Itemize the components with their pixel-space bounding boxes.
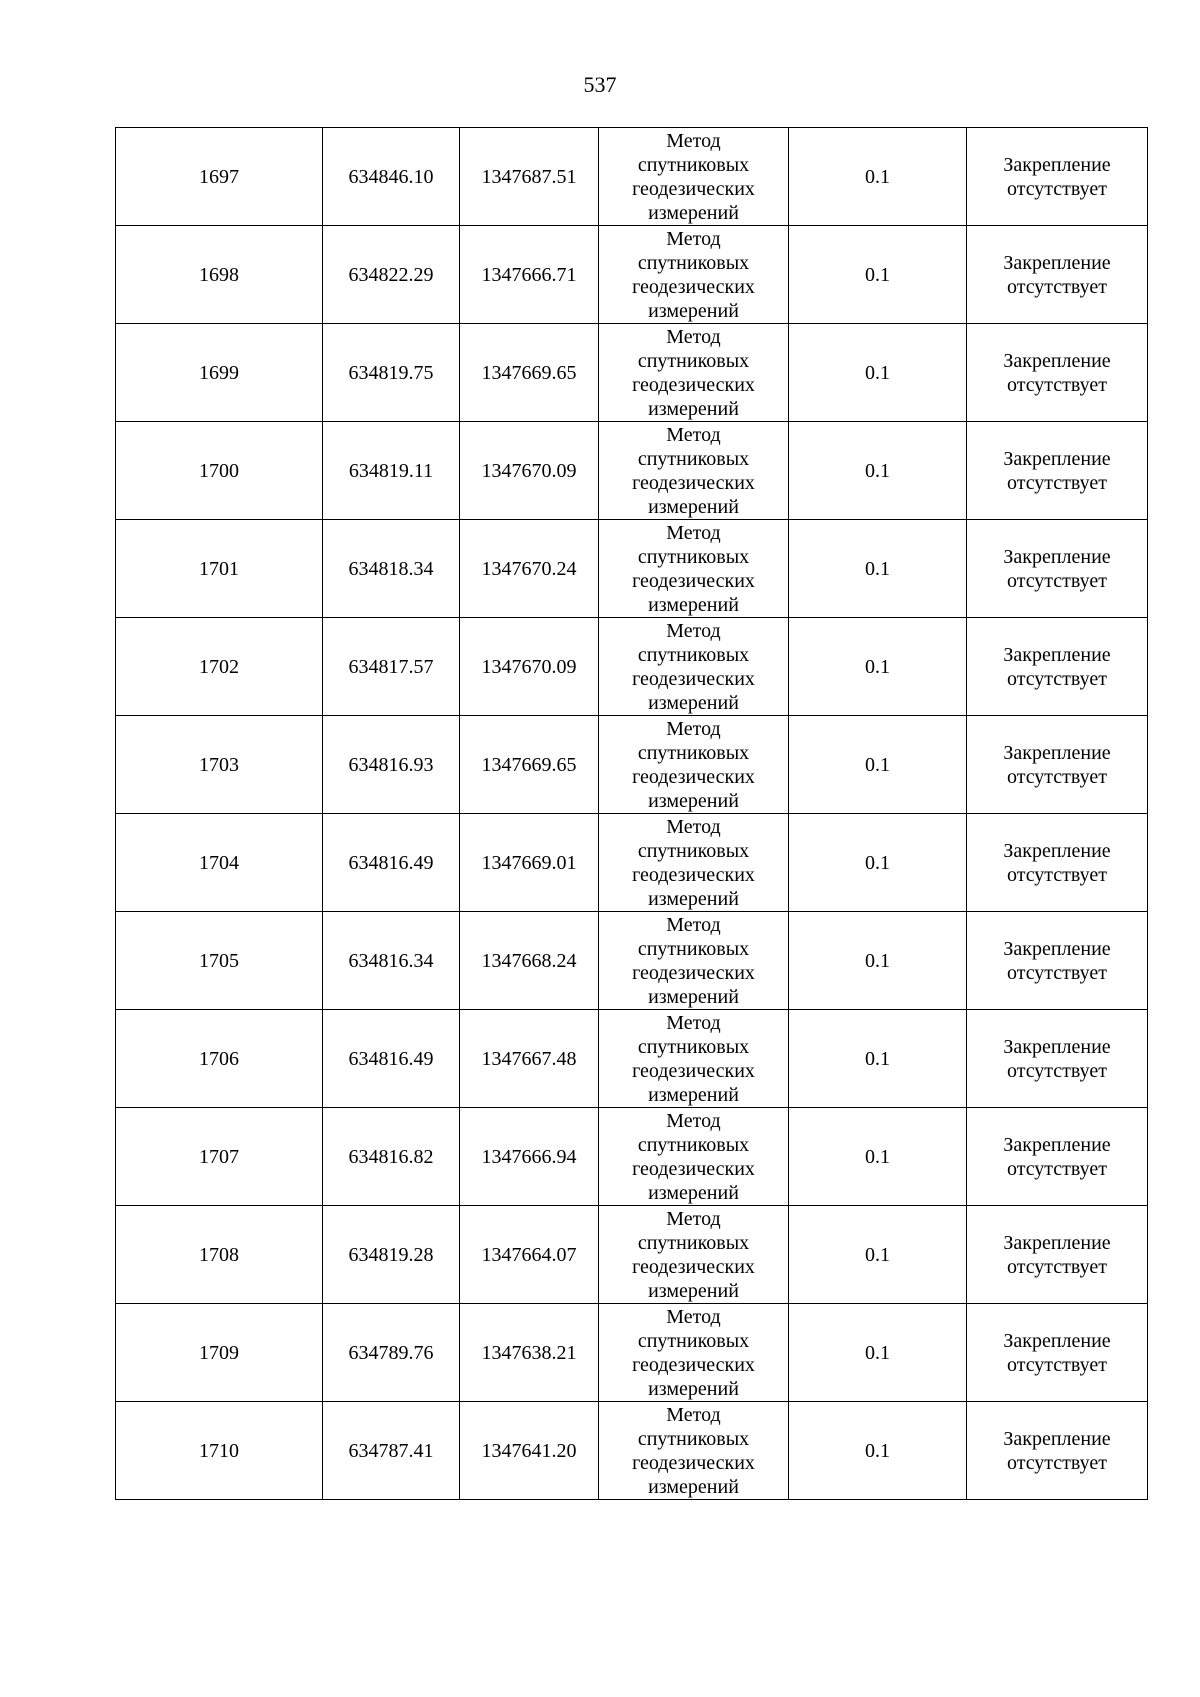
method-line: Метод xyxy=(666,619,721,642)
fixing-line: отсутствует xyxy=(1006,177,1108,200)
point-number-cell: 1701 xyxy=(116,520,323,618)
accuracy-cell: 0.1 xyxy=(789,324,967,422)
method-line: спутниковых xyxy=(637,447,750,470)
method-line: геодезических xyxy=(632,177,755,200)
method-line: измерений xyxy=(648,1475,739,1498)
method-line: геодезических xyxy=(632,1059,755,1082)
x-coordinate-cell: 634817.57 xyxy=(323,618,460,716)
method-line: геодезических xyxy=(632,961,755,984)
fixing-line: отсутствует xyxy=(1006,275,1108,298)
x-coordinate-cell: 634822.29 xyxy=(323,226,460,324)
method-line: измерений xyxy=(648,1377,739,1400)
method-line: геодезических xyxy=(632,275,755,298)
fixing-cell xyxy=(967,520,1148,618)
x-coordinate-cell: 634816.49 xyxy=(323,1010,460,1108)
method-cell xyxy=(599,618,789,716)
fixing-cell xyxy=(967,128,1148,226)
accuracy-cell: 0.1 xyxy=(789,618,967,716)
method-line: спутниковых xyxy=(637,1133,750,1156)
method-cell xyxy=(599,1304,789,1402)
method-line: спутниковых xyxy=(637,741,750,764)
x-coordinate-cell: 634819.11 xyxy=(323,422,460,520)
method-line: измерений xyxy=(648,1181,739,1204)
method-line: геодезических xyxy=(632,373,755,396)
point-number-cell: 1710 xyxy=(116,1402,323,1500)
fixing-line: отсутствует xyxy=(1006,373,1108,396)
method-line: геодезических xyxy=(632,569,755,592)
accuracy-cell: 0.1 xyxy=(789,128,967,226)
method-line: Метод xyxy=(666,325,721,348)
x-coordinate-cell: 634816.93 xyxy=(323,716,460,814)
table-row xyxy=(116,226,1148,324)
method-line: спутниковых xyxy=(637,643,750,666)
point-number-cell: 1702 xyxy=(116,618,323,716)
method-line: Метод xyxy=(666,913,721,936)
method-line: спутниковых xyxy=(637,349,750,372)
table-row xyxy=(116,1304,1148,1402)
method-cell xyxy=(599,324,789,422)
coordinates-table xyxy=(115,127,1148,1500)
method-line: геодезических xyxy=(632,765,755,788)
y-coordinate-cell: 1347670.24 xyxy=(460,520,599,618)
fixing-line: Закрепление xyxy=(1003,1035,1111,1058)
point-number-cell: 1709 xyxy=(116,1304,323,1402)
fixing-cell xyxy=(967,716,1148,814)
fixing-line: отсутствует xyxy=(1006,667,1108,690)
method-line: спутниковых xyxy=(637,839,750,862)
fixing-cell xyxy=(967,324,1148,422)
fixing-line: Закрепление xyxy=(1003,349,1111,372)
point-number-cell: 1704 xyxy=(116,814,323,912)
method-cell xyxy=(599,814,789,912)
point-number-cell: 1706 xyxy=(116,1010,323,1108)
table-row xyxy=(116,324,1148,422)
x-coordinate-cell: 634846.10 xyxy=(323,128,460,226)
method-line: измерений xyxy=(648,495,739,518)
x-coordinate-cell: 634816.82 xyxy=(323,1108,460,1206)
y-coordinate-cell: 1347666.71 xyxy=(460,226,599,324)
method-line: геодезических xyxy=(632,667,755,690)
x-coordinate-cell: 634816.49 xyxy=(323,814,460,912)
fixing-line: отсутствует xyxy=(1006,1451,1108,1474)
accuracy-cell: 0.1 xyxy=(789,422,967,520)
method-line: Метод xyxy=(666,227,721,250)
method-line: измерений xyxy=(648,1083,739,1106)
y-coordinate-cell: 1347664.07 xyxy=(460,1206,599,1304)
y-coordinate-cell: 1347666.94 xyxy=(460,1108,599,1206)
fixing-line: отсутствует xyxy=(1006,863,1108,886)
point-number-cell: 1703 xyxy=(116,716,323,814)
fixing-cell xyxy=(967,422,1148,520)
point-number-cell: 1699 xyxy=(116,324,323,422)
x-coordinate-cell: 634819.28 xyxy=(323,1206,460,1304)
y-coordinate-cell: 1347667.48 xyxy=(460,1010,599,1108)
y-coordinate-cell: 1347670.09 xyxy=(460,618,599,716)
method-cell xyxy=(599,912,789,1010)
method-line: спутниковых xyxy=(637,1329,750,1352)
fixing-cell xyxy=(967,618,1148,716)
fixing-line: Закрепление xyxy=(1003,1427,1111,1450)
y-coordinate-cell: 1347669.01 xyxy=(460,814,599,912)
x-coordinate-cell: 634787.41 xyxy=(323,1402,460,1500)
point-number-cell: 1700 xyxy=(116,422,323,520)
fixing-cell xyxy=(967,814,1148,912)
fixing-line: Закрепление xyxy=(1003,1329,1111,1352)
fixing-line: отсутствует xyxy=(1006,1255,1108,1278)
y-coordinate-cell: 1347668.24 xyxy=(460,912,599,1010)
method-line: геодезических xyxy=(632,1255,755,1278)
method-line: измерений xyxy=(648,789,739,812)
fixing-line: Закрепление xyxy=(1003,251,1111,274)
point-number-cell: 1705 xyxy=(116,912,323,1010)
method-cell xyxy=(599,422,789,520)
method-line: измерений xyxy=(648,887,739,910)
y-coordinate-cell: 1347638.21 xyxy=(460,1304,599,1402)
method-line: Метод xyxy=(666,815,721,838)
fixing-line: отсутствует xyxy=(1006,471,1108,494)
method-line: Метод xyxy=(666,1403,721,1426)
fixing-line: Закрепление xyxy=(1003,643,1111,666)
method-cell xyxy=(599,520,789,618)
fixing-cell xyxy=(967,1108,1148,1206)
fixing-line: отсутствует xyxy=(1006,569,1108,592)
method-line: Метод xyxy=(666,1207,721,1230)
fixing-line: Закрепление xyxy=(1003,447,1111,470)
fixing-line: Закрепление xyxy=(1003,839,1111,862)
method-line: спутниковых xyxy=(637,1035,750,1058)
y-coordinate-cell: 1347669.65 xyxy=(460,716,599,814)
fixing-cell xyxy=(967,1206,1148,1304)
fixing-cell xyxy=(967,1402,1148,1500)
table-row xyxy=(116,814,1148,912)
method-cell xyxy=(599,716,789,814)
x-coordinate-cell: 634789.76 xyxy=(323,1304,460,1402)
table-row xyxy=(116,1402,1148,1500)
method-line: измерений xyxy=(648,593,739,616)
fixing-line: отсутствует xyxy=(1006,765,1108,788)
fixing-cell xyxy=(967,1010,1148,1108)
fixing-line: отсутствует xyxy=(1006,961,1108,984)
method-cell xyxy=(599,1010,789,1108)
method-line: Метод xyxy=(666,129,721,152)
accuracy-cell: 0.1 xyxy=(789,1402,967,1500)
method-line: геодезических xyxy=(632,1353,755,1376)
method-line: геодезических xyxy=(632,1451,755,1474)
table-row xyxy=(116,422,1148,520)
method-line: измерений xyxy=(648,691,739,714)
method-line: Метод xyxy=(666,521,721,544)
method-cell xyxy=(599,1402,789,1500)
table-row xyxy=(116,912,1148,1010)
y-coordinate-cell: 1347687.51 xyxy=(460,128,599,226)
method-line: спутниковых xyxy=(637,1231,750,1254)
method-line: Метод xyxy=(666,1011,721,1034)
accuracy-cell: 0.1 xyxy=(789,520,967,618)
x-coordinate-cell: 634816.34 xyxy=(323,912,460,1010)
method-line: измерений xyxy=(648,299,739,322)
fixing-line: Закрепление xyxy=(1003,1231,1111,1254)
method-line: геодезических xyxy=(632,1157,755,1180)
table-row xyxy=(116,716,1148,814)
method-line: измерений xyxy=(648,985,739,1008)
method-cell xyxy=(599,128,789,226)
method-line: Метод xyxy=(666,1305,721,1328)
method-line: геодезических xyxy=(632,471,755,494)
x-coordinate-cell: 634818.34 xyxy=(323,520,460,618)
method-line: спутниковых xyxy=(637,251,750,274)
accuracy-cell: 0.1 xyxy=(789,226,967,324)
table-row xyxy=(116,1206,1148,1304)
method-line: спутниковых xyxy=(637,937,750,960)
method-cell xyxy=(599,1108,789,1206)
fixing-line: Закрепление xyxy=(1003,937,1111,960)
table-row xyxy=(116,1010,1148,1108)
fixing-line: отсутствует xyxy=(1006,1059,1108,1082)
method-line: Метод xyxy=(666,717,721,740)
fixing-cell xyxy=(967,912,1148,1010)
accuracy-cell: 0.1 xyxy=(789,912,967,1010)
table-row xyxy=(116,618,1148,716)
fixing-line: Закрепление xyxy=(1003,1133,1111,1156)
fixing-line: отсутствует xyxy=(1006,1353,1108,1376)
method-cell xyxy=(599,226,789,324)
method-line: спутниковых xyxy=(637,545,750,568)
method-line: спутниковых xyxy=(637,1427,750,1450)
fixing-line: Закрепление xyxy=(1003,153,1111,176)
method-line: измерений xyxy=(648,201,739,224)
point-number-cell: 1707 xyxy=(116,1108,323,1206)
method-line: спутниковых xyxy=(637,153,750,176)
coordinates-table-body xyxy=(116,128,1148,1500)
y-coordinate-cell: 1347669.65 xyxy=(460,324,599,422)
fixing-line: отсутствует xyxy=(1006,1157,1108,1180)
method-line: измерений xyxy=(648,397,739,420)
accuracy-cell: 0.1 xyxy=(789,1010,967,1108)
method-cell xyxy=(599,1206,789,1304)
method-line: геодезических xyxy=(632,863,755,886)
method-line: измерений xyxy=(648,1279,739,1302)
table-row xyxy=(116,1108,1148,1206)
fixing-cell xyxy=(967,226,1148,324)
table-row xyxy=(116,128,1148,226)
point-number-cell: 1697 xyxy=(116,128,323,226)
page-number: 537 xyxy=(583,72,617,97)
accuracy-cell: 0.1 xyxy=(789,1108,967,1206)
accuracy-cell: 0.1 xyxy=(789,1206,967,1304)
method-line: Метод xyxy=(666,1109,721,1132)
fixing-line: Закрепление xyxy=(1003,741,1111,764)
fixing-cell xyxy=(967,1304,1148,1402)
method-line: Метод xyxy=(666,423,721,446)
accuracy-cell: 0.1 xyxy=(789,1304,967,1402)
accuracy-cell: 0.1 xyxy=(789,716,967,814)
point-number-cell: 1708 xyxy=(116,1206,323,1304)
x-coordinate-cell: 634819.75 xyxy=(323,324,460,422)
accuracy-cell: 0.1 xyxy=(789,814,967,912)
y-coordinate-cell: 1347641.20 xyxy=(460,1402,599,1500)
point-number-cell: 1698 xyxy=(116,226,323,324)
y-coordinate-cell: 1347670.09 xyxy=(460,422,599,520)
fixing-line: Закрепление xyxy=(1003,545,1111,568)
table-row xyxy=(116,520,1148,618)
